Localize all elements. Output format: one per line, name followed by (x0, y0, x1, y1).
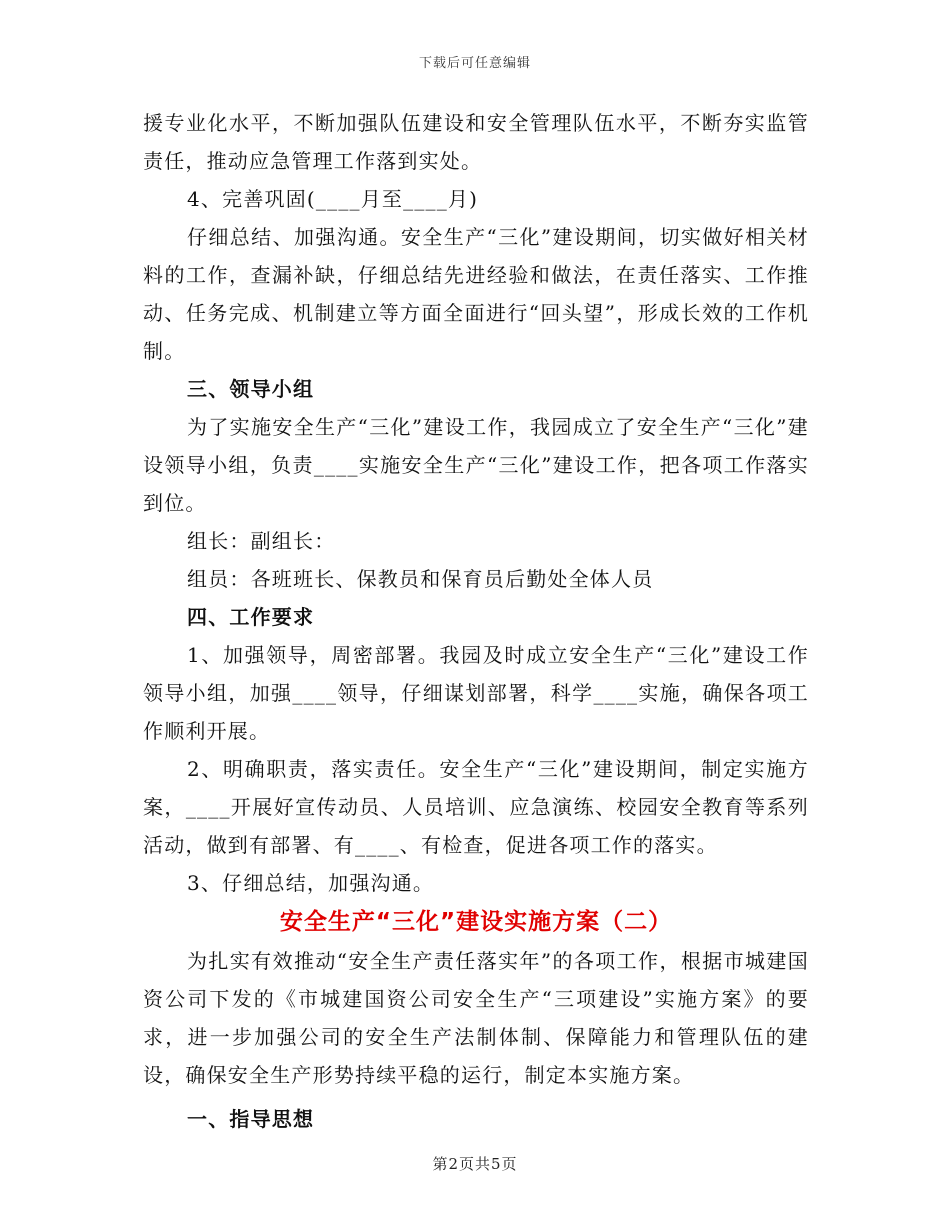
section-heading-leadership: 三、领导小组 (187, 377, 315, 401)
paragraph-phase-4: 4、完善巩固(____月至____月) (187, 187, 479, 211)
paragraph-leaders: 组长：副组长： (187, 529, 336, 553)
section-heading-guiding-ideology: 一、指导思想 (187, 1107, 315, 1131)
paragraph-requirement-1: 1、加强领导，周密部署。我园及时成立安全生产“三化”建设工作领导小组，加强____领导，仔细谋划部署，科学____实施，确保各项工作顺利开展。 (143, 643, 809, 743)
paragraph-leadership: 为了实施安全生产“三化”建设工作，我园成立了安全生产“三化”建设领导小组，负责____实施安全生产“三化”建设工作，把各项工作落实到位。 (143, 415, 809, 515)
paragraph-continuation: 援专业化水平，不断加强队伍建设和安全管理队伍水平，不断夯实监管责任，推动应急管理工作落到实处。 (143, 111, 809, 173)
paragraph-requirement-2: 2、明确职责，落实责任。安全生产“三化”建设期间，制定实施方案，____开展好宣传动员、人员培训、应急演练、校园安全教育等系列活动，做到有部署、有____、有检查，促进各项工作的落实。 (143, 757, 809, 857)
paragraph-members: 组员：各班班长、保教员和保育员后勤处全体人员 (187, 567, 654, 591)
paragraph-summary: 仔细总结、加强沟通。安全生产“三化”建设期间，切实做好相关材料的工作，查漏补缺，仔细总结先进经验和做法，在责任落实、工作推动、任务完成、机制建立等方面全面进行“回头望”，形成长效的工作机制。 (143, 225, 809, 363)
document-body (143, 104, 809, 1138)
section-heading-requirements: 四、工作要求 (187, 605, 315, 629)
document-title-part-2: 安全生产“三化”建设实施方案（二） (279, 909, 673, 935)
page-header-note: 下载后可任意编辑 (418, 56, 531, 71)
paragraph-requirement-3: 3、仔细总结，加强沟通。 (187, 871, 435, 895)
page-number: 第2页共5页 (432, 1155, 518, 1173)
paragraph-intro-2: 为扎实有效推动“安全生产责任落实年”的各项工作，根据市城建国资公司下发的《市城建国资公司安全生产“三项建设”实施方案》的要求，进一步加强公司的安全生产法制体制、保障能力和管理队伍的建设，确保安全生产形势持续平稳的运行，制定本实施方案。 (143, 949, 809, 1087)
